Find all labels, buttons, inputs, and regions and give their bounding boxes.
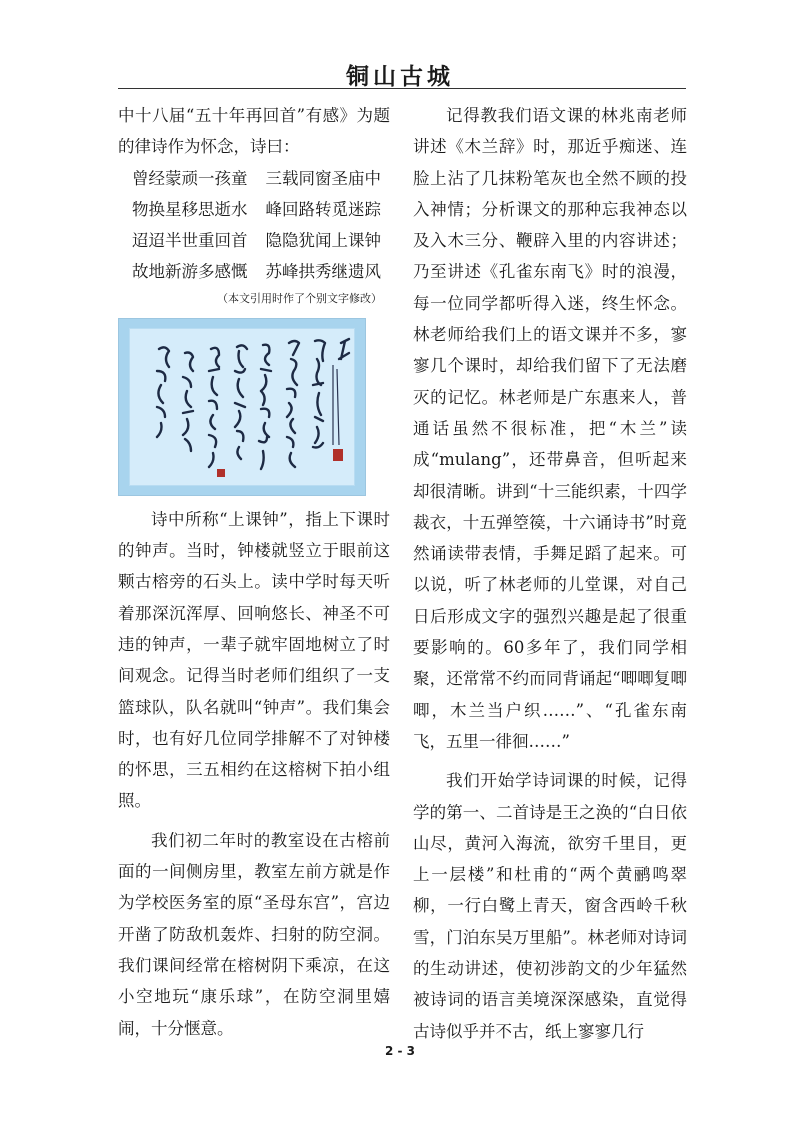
left-paragraph-3: 我们初二年时的教室设在古榕前面的一间侧房里，教室左前方就是作为学校医务室的原“圣母东宫”，宫边开凿了防敌机轰炸、扫射的防空洞。我们课间经常在榕树阴下乘凉，在这小空地玩“康乐球”，在防空洞里嬉闹，十分惬意。 [118, 830, 390, 1038]
page-number: 2 - 3 [384, 1044, 416, 1058]
right-paragraph-1: 记得教我们语文课的林兆南老师讲述《木兰辞》时，那近乎痴迷、连脸上沾了几抹粉笔灰也全然不顾的投入神情；分析课文的那种忘我神态以及入木三分、鞭辟入里的内容讲述；乃至讲述《孔雀东南飞》时的浪漫，每一位同学都听得入迷，终生怀念。林老师给我们上的语文课并不多，寥寥几个课时，却给我们留下了无法磨灭的记忆。林老师是广东惠来人，普通话虽然不很标准，把“木兰”读成“mulang”，还带鼻音，但听起来却很清晰。讲到“十三能织素，十四学裁衣，十五弹箜篌，十六诵诗书”时竟然诵读带表情，手舞足蹈了起来。可以说，听了林老师的儿堂课，对自己日后形成文字的强烈兴趣是起了很重要影响的。60多年了，我们同学相聚，还常常不约而同背诵起“唧唧复唧唧，木兰当户织……”、“孔雀东南飞，五里一徘徊……” [413, 106, 687, 751]
poem-line: 故地新游多感慨 苏峰拱秀继遗风 [132, 262, 381, 282]
poem-line: 曾经蒙顽一孩童 三载同窗圣庙中 [132, 168, 381, 188]
right-column [413, 100, 687, 1047]
poem-line: 迢迢半世重回首 隐隐犹闻上课钟 [132, 231, 381, 251]
header-divider [118, 88, 686, 89]
calligraphy-image [118, 318, 366, 496]
calligraphy-strokes [119, 319, 367, 497]
citation-note: （本文引用时作了个别文字修改） [217, 291, 382, 305]
right-paragraph-2: 我们开始学诗词课的时候，记得学的第一、二首诗是王之涣的“白日依山尽，黄河入海流，欲穷千里目，更上一层楼”和杜甫的“两个黄鹂鸣翠柳，一行白鹭上青天，窗含西岭千秋雪，门泊东吴万里船”。林老师对诗词的生动讲述，使初涉韵文的少年猛然被诗词的语言美境深深感染，直觉得古诗似乎并不古，纸上寥寥几行 [413, 771, 687, 1041]
page-header-title: 铜山古城 [346, 63, 454, 90]
poem-block [118, 163, 390, 288]
left-paragraph-1: 中十八届“五十年再回首”有感》为题的律诗作为怀念，诗曰： [118, 106, 390, 157]
left-column [118, 100, 390, 1044]
left-paragraph-2: 诗中所称“上课钟”，指上下课时的钟声。当时，钟楼就竖立于眼前这颗古榕旁的石头上。读中学时每天听着那深沉浑厚、回响悠长、神圣不可违的钟声，一辈子就牢固地树立了时间观念。记得当时老师们组织了一支篮球队，队名就叫“钟声”。我们集会时，也有好几位同学排解不了对钟楼的怀思，三五相约在这榕树下拍小组照。 [118, 509, 390, 811]
poem-line: 物换星移思逝水 峰回路转觅迷踪 [132, 199, 381, 219]
